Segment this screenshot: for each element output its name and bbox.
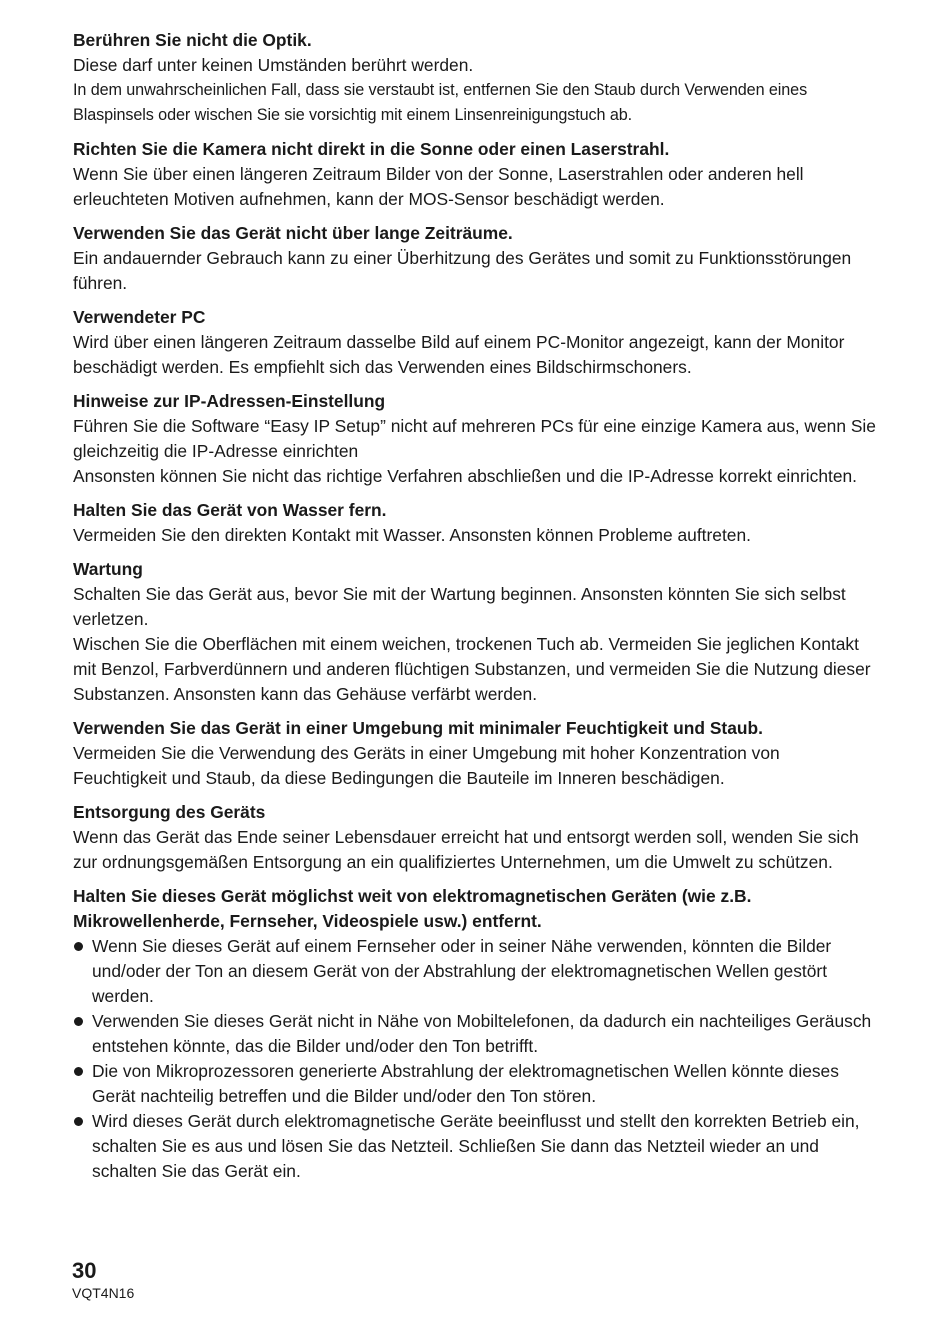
list-item-text: Wird dieses Gerät durch elektromagnetische Geräte beeinflusst und stellt den korrekten Betrieb ein, schalten Sie es aus und lösen Sie das Netzteil. Schließen Sie dann das Netzteil wieder an und schalten Sie das Gerät ein.	[92, 1111, 860, 1181]
list-item	[73, 934, 878, 1009]
document-code: VQT4N16	[72, 1285, 135, 1301]
section-heading: Verwendeter PC	[73, 307, 206, 327]
section-heading: Berühren Sie nicht die Optik.	[73, 30, 312, 50]
document-body	[73, 28, 878, 1193]
section-paragraph: Führen Sie die Software “Easy IP Setup” nicht auf mehreren PCs für eine einzige Kamera aus, wenn Sie gleichzeitig die IP-Adresse einrichten	[73, 416, 876, 461]
section-heading: Halten Sie dieses Gerät möglichst weit von elektromagnetischen Geräten (wie z.B. Mikrowellenherde, Fernseher, Videospiele usw.) entfernt.	[73, 886, 752, 931]
section-pc	[73, 305, 878, 380]
list-item-text: Wenn Sie dieses Gerät auf einem Fernseher oder in seiner Nähe verwenden, könnten die Bilder und/oder der Ton an diesem Gerät von der Abstrahlung der elektromagnetischen Wellen gestört werden.	[92, 936, 832, 1006]
bullet-icon	[74, 1017, 83, 1026]
section-humidity-dust	[73, 716, 878, 791]
section-heading: Richten Sie die Kamera nicht direkt in die Sonne oder einen Laserstrahl.	[73, 139, 670, 159]
section-optics	[73, 28, 878, 128]
list-item	[73, 1059, 878, 1109]
section-paragraph: Wenn das Gerät das Ende seiner Lebensdauer erreicht hat und entsorgt werden soll, wenden Sie sich zur ordnungsgemäßen Entsorgung an ein qualifiziertes Unternehmen, um die Umwelt zu schützen.	[73, 827, 859, 872]
page-number: 30	[72, 1258, 97, 1283]
section-paragraph: Vermeiden Sie die Verwendung des Geräts in einer Umgebung mit hoher Konzentration von Feuchtigkeit und Staub, da diese Bedingungen die Bauteile im Inneren beschädigen.	[73, 743, 780, 788]
section-paragraph: Ein andauernder Gebrauch kann zu einer Überhitzung des Gerätes und somit zu Funktionsstörungen führen.	[73, 248, 852, 293]
section-heading: Verwenden Sie das Gerät in einer Umgebung mit minimaler Feuchtigkeit und Staub.	[73, 718, 763, 738]
list-item	[73, 1009, 878, 1059]
section-heading: Entsorgung des Geräts	[73, 802, 266, 822]
bullet-list	[73, 934, 878, 1184]
section-note: In dem unwahrscheinlichen Fall, dass sie verstaubt ist, entfernen Sie den Staub durch Verwenden eines Blaspinsels oder wischen Sie sie vorsichtig mit einem Linsenreinigungstuch ab.	[73, 81, 808, 124]
list-item	[73, 1109, 878, 1184]
section-paragraph: Wischen Sie die Oberflächen mit einem weichen, trockenen Tuch ab. Vermeiden Sie jeglichen Kontakt mit Benzol, Farbverdünnern und anderen flüchtigen Substanzen, und vermeiden Sie die Nutzung dieser Substanzen. Ansonsten kann das Gehäuse verfärbt werden.	[73, 634, 871, 704]
list-item-text: Verwenden Sie dieses Gerät nicht in Nähe von Mobiltelefonen, da dadurch ein nachteiliges Geräusch entstehen könnte, das die Bilder und/oder den Ton betrifft.	[92, 1011, 872, 1056]
section-paragraph: Wird über einen längeren Zeitraum dasselbe Bild auf einem PC-Monitor angezeigt, kann der Monitor beschädigt werden. Es empfiehlt sich das Verwenden eines Bildschirmschoners.	[73, 332, 845, 377]
section-paragraph: Ansonsten können Sie nicht das richtige Verfahren abschließen und die IP-Adresse korrekt einrichten.	[73, 466, 857, 486]
section-ip-address	[73, 389, 878, 489]
bullet-icon	[74, 942, 83, 951]
section-paragraph: Vermeiden Sie den direkten Kontakt mit Wasser. Ansonsten können Probleme auftreten.	[73, 525, 751, 545]
bullet-icon	[74, 1067, 83, 1076]
section-paragraph: Diese darf unter keinen Umständen berührt werden.	[73, 55, 474, 75]
section-paragraph: Wenn Sie über einen längeren Zeitraum Bilder von der Sonne, Laserstrahlen oder anderen hell erleuchteten Motiven aufnehmen, kann der MOS-Sensor beschädigt werden.	[73, 164, 804, 209]
section-long-use	[73, 221, 878, 296]
section-electromagnetic	[73, 884, 878, 1184]
bullet-icon	[74, 1117, 83, 1126]
section-water	[73, 498, 878, 548]
section-maintenance	[73, 557, 878, 707]
section-heading: Hinweise zur IP-Adressen-Einstellung	[73, 391, 386, 411]
section-heading: Wartung	[73, 559, 143, 579]
section-disposal	[73, 800, 878, 875]
section-heading: Verwenden Sie das Gerät nicht über lange Zeiträume.	[73, 223, 513, 243]
section-paragraph: Schalten Sie das Gerät aus, bevor Sie mit der Wartung beginnen. Ansonsten könnten Sie sich selbst verletzen.	[73, 584, 846, 629]
section-sun-laser	[73, 137, 878, 212]
section-heading: Halten Sie das Gerät von Wasser fern.	[73, 500, 387, 520]
list-item-text: Die von Mikroprozessoren generierte Abstrahlung der elektromagnetischen Wellen könnte dieses Gerät nachteilig betreffen und die Bilder und/oder den Ton stören.	[92, 1061, 839, 1106]
page-footer	[72, 1258, 134, 1302]
